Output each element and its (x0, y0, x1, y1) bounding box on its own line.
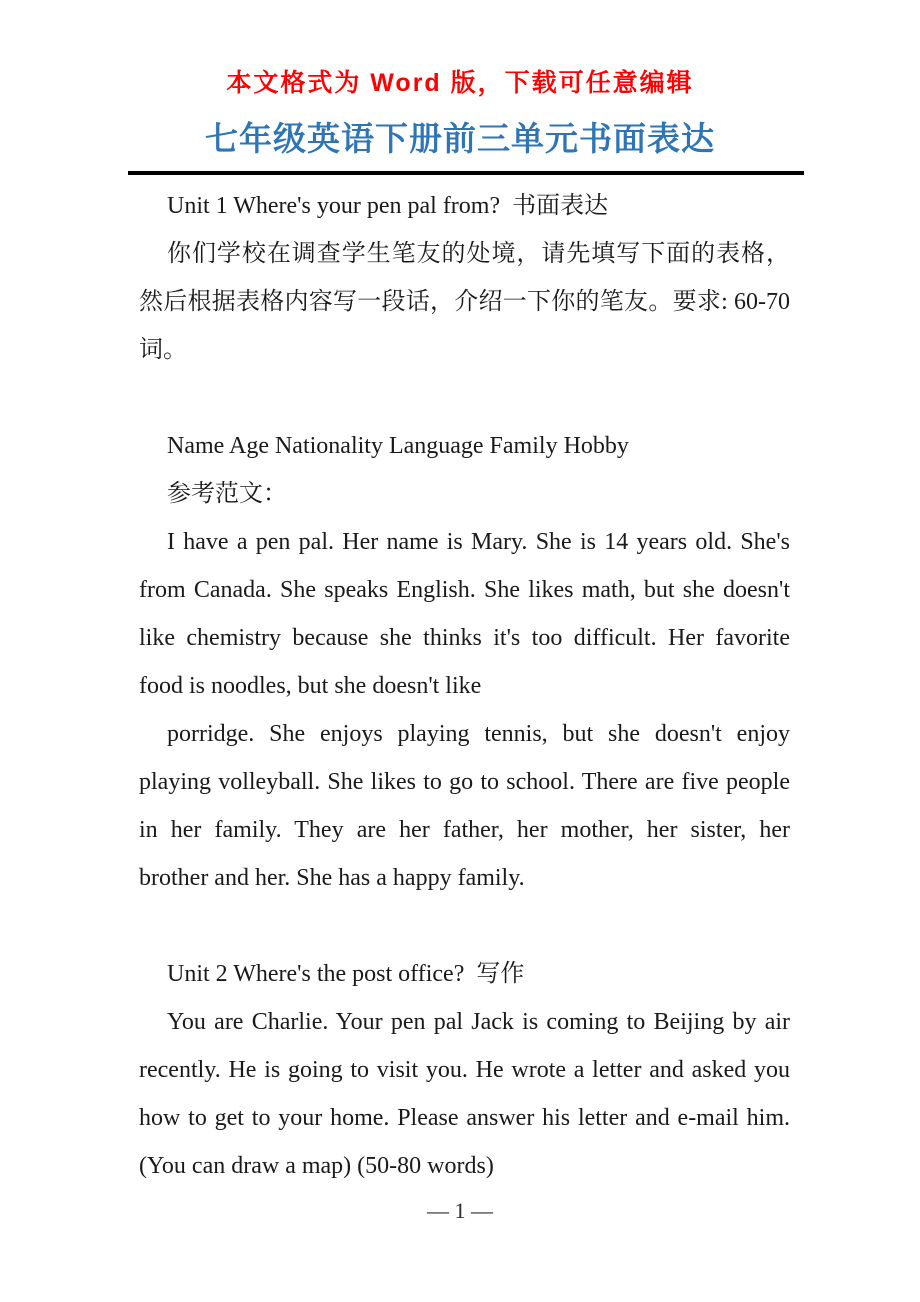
text-line: I have a pen pal. Her name is Mary. She is 14 years old. She's (167, 529, 790, 555)
text-line: from Canada. She speaks English. She likes math, but she doesn't (139, 577, 790, 603)
document-body (139, 182, 790, 1190)
blank-line (139, 374, 790, 422)
text-line: You are Charlie. Your pen pal Jack is coming to Beijing by air (167, 1009, 790, 1035)
text-line: 然后根据表格内容写一段话，介绍一下你的笔友。要求: 60-70 (139, 289, 790, 315)
unit1-sample-label (139, 470, 790, 518)
text-line: 你们学校在调查学生笔友的处境，请先填写下面的表格， (167, 241, 790, 267)
text-line: like chemistry because she thinks it's too difficult. Her favorite (139, 625, 790, 651)
blank-line (139, 902, 790, 950)
document-title: 七年级英语下册前三单元书面表达 (205, 120, 715, 157)
text-line: recently. He is going to visit you. He wrote a letter and asked you (139, 1057, 790, 1083)
text-line: food is noodles, but she doesn't like (139, 673, 482, 699)
format-notice-banner: 本文格式为 Word 版，下载可任意编辑 (226, 69, 694, 97)
page-number: — 1 — (427, 1198, 493, 1223)
text-line: brother and her. She has a happy family. (139, 865, 525, 891)
unit1-sample-paragraph-2 (139, 710, 790, 902)
unit1-sample-paragraph-1 (139, 518, 790, 710)
text-line: Name Age Nationality Language Family Hobby (167, 433, 629, 459)
unit1-table-headers (139, 422, 790, 470)
text-line: 参考范文： (167, 481, 287, 507)
text-line: Unit 1 Where's your pen pal from? 书面表达 (167, 193, 609, 219)
unit2-heading (139, 950, 790, 998)
text-line: 词。 (139, 337, 187, 363)
text-line: porridge. She enjoys playing tennis, but she doesn't enjoy (167, 721, 790, 747)
text-line: in her family. They are her father, her mother, her sister, her (139, 817, 790, 843)
unit1-heading (139, 182, 790, 230)
title-underline-rule (128, 171, 804, 175)
unit1-prompt (139, 230, 790, 374)
text-line: playing volleyball. She likes to go to school. There are five people (139, 769, 790, 795)
text-line: (You can draw a map) (50-80 words) (139, 1153, 494, 1179)
unit2-prompt (139, 998, 790, 1190)
text-line: Unit 2 Where's the post office? 写作 (167, 961, 525, 987)
text-line: how to get to your home. Please answer his letter and e-mail him. (139, 1105, 790, 1131)
